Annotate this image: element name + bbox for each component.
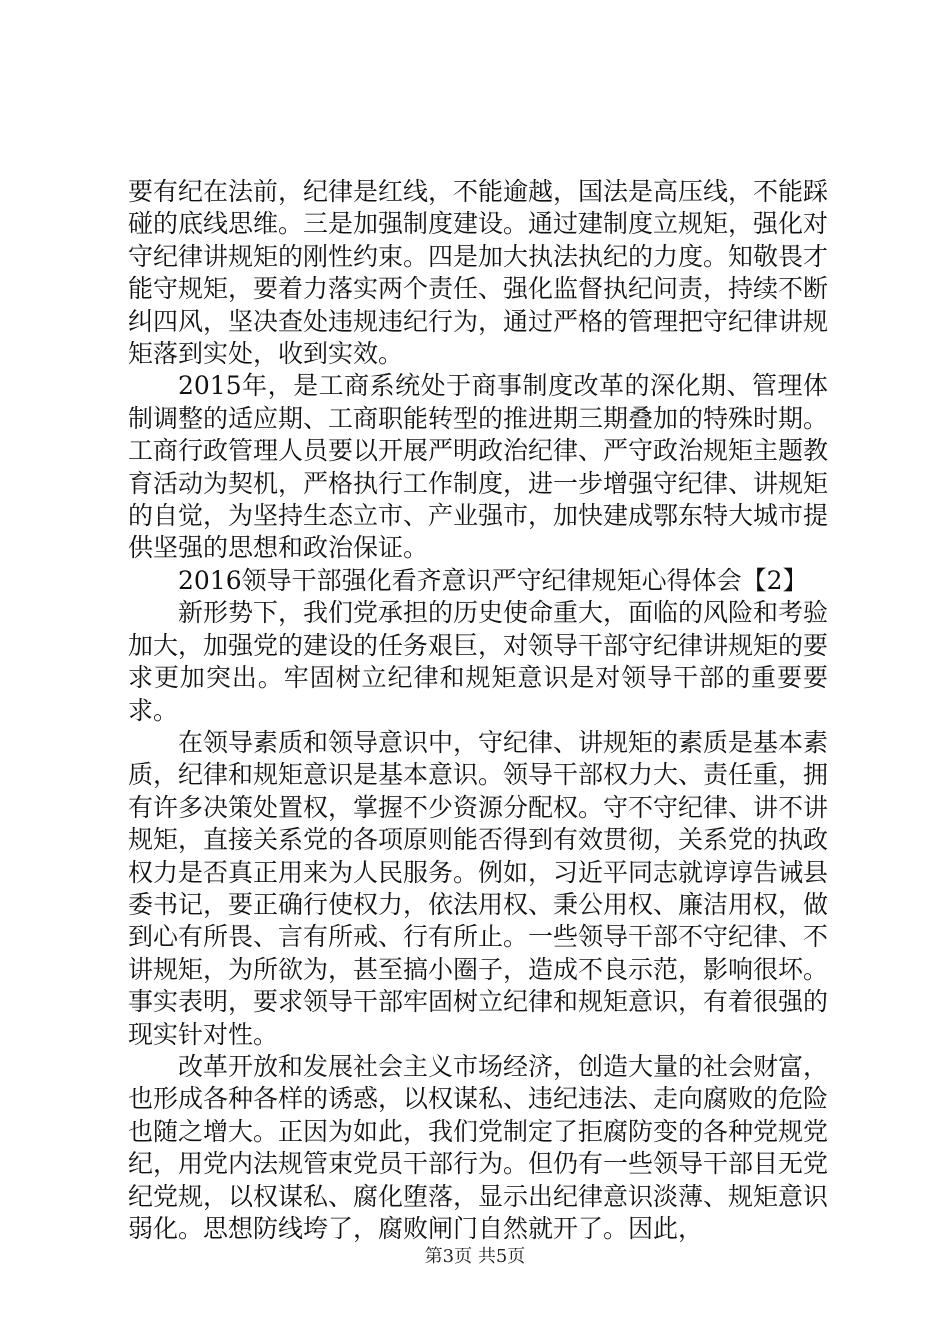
paragraph-continuation: 要有纪在法前，纪律是红线，不能逾越，国法是高压线，不能踩碰的底线思维。三是加强制度建设。通过建制度立规矩，强化对守纪律讲规矩的刚性约束。四是加大执法执纪的力度。知敬畏才能守规矩，要着力落实两个责任、强化监督执纪问责，持续不断纠四风，坚决查处违规违纪行为，通过严格的管理把守纪律讲规矩落到实处，收到实效。 [128, 177, 829, 369]
paragraph-2015-summary: 2015年，是工商系统处于商事制度改革的深化期、管理体制调整的适应期、工商职能转型的推进期三期叠加的特殊时期。工商行政管理人员要以开展严明政治纪律、严守政治规矩主题教育活动为契机，严格执行工作制度，进一步增强守纪律、讲规矩的自觉，为坚持生态立市、产业强市，加快建成鄂东特大城市提供坚强的思想和政治保证。 [128, 371, 829, 563]
document-body [128, 176, 828, 1245]
paragraph-reform-opening: 改革开放和发展社会主义市场经济，创造大量的社会财富，也形成各种各样的诱惑，以权谋私、违纪违法、走向腐败的危险也随之增大。正因为如此，我们党制定了拒腐防变的各种党规党纪，用党内法规管束党员干部行为。但仍有一些领导干部目无党纪党规，以权谋私、腐化堕落，显示出纪律意识淡薄、规矩意识弱化。思想防线垮了，腐败闸门自然就开了。因此， [128, 1051, 829, 1243]
page-number-footer: 第3页 共5页 [424, 1246, 526, 1267]
paragraph-leadership-quality: 在领导素质和领导意识中，守纪律、讲规矩的素质是基本素质，纪律和规矩意识是基本意识。领导干部权力大、责任重，拥有许多决策处置权，掌握不少资源分配权。守不守纪律、讲不讲规矩，直接关系党的各项原则能否得到有效贯彻，关系党的执政权力是否真正用来为人民服务。例如，习近平同志就谆谆告诫县委书记，要正确行使权力，依法用权、秉公用权、廉洁用权，做到心有所畏、言有所戒、行有所止。一些领导干部不守纪律、不讲规矩，为所欲为，甚至搞小圈子，造成不良示范，影响很坏。事实表明，要求领导干部牢固树立纪律和规矩意识，有着很强的现实针对性。 [128, 727, 829, 1049]
article-heading: 2016领导干部强化看齐意识严守纪律规矩心得体会【2】 [178, 565, 808, 595]
paragraph-new-situation: 新形势下，我们党承担的历史使命重大，面临的风险和考验加大，加强党的建设的任务艰巨，对领导干部守纪律讲规矩的要求更加突出。牢固树立纪律和规矩意识是对领导干部的重要要求。 [128, 598, 829, 725]
